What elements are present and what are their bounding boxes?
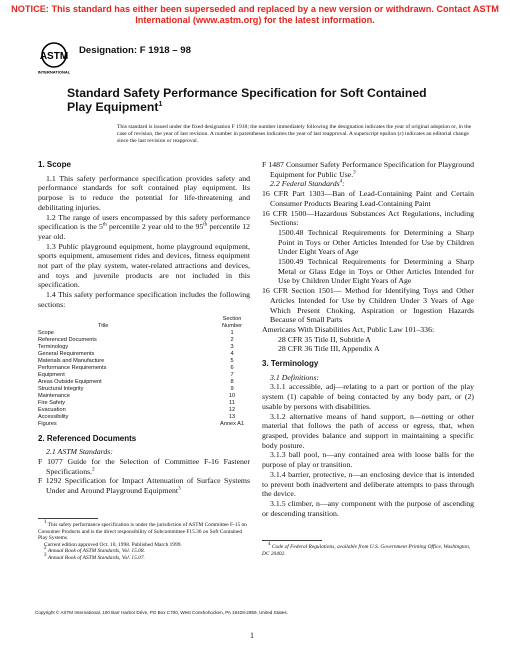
logo-caption: INTERNATIONAL: [37, 69, 71, 75]
section-title-cell: Structural Integrity: [38, 385, 84, 392]
table-row: [38, 386, 250, 393]
table-row: [38, 330, 250, 337]
footnote: $^4$ Code of Federal Regulations, available from U.S. Government Printing Office, Washington, DC 20402.: [262, 542, 471, 557]
section-title-cell: Materials and Manufacture: [38, 357, 105, 364]
reference-item: F 1487 Consumer Safety Performance Specification for Playground Equipment for Public Use.$^3$: [262, 160, 474, 179]
svg-text:ASTM: ASTM: [39, 51, 69, 62]
sections-table: [38, 316, 250, 428]
reference-item: 1500.48 Technical Requirements for Determining a Sharp Point in Toys or Other Articles Intended for Use by Children Under Eight Years of Age: [278, 227, 474, 257]
document-title: Standard Safety Performance Specification for Soft Contained Play Equipment$^1$: [67, 86, 427, 114]
footnote: $^1$ This safety performance specification is under the jurisdiction of ASTM Committee F-15 on Consumer Products and is the direct responsibility of Subcommittee F15.36 on Soft Contained Play Systems.: [38, 520, 247, 542]
section-title-cell: Referenced Documents: [38, 336, 97, 343]
section-heading: 1. Scope: [38, 160, 71, 169]
section-number-cell: 5: [230, 357, 234, 364]
definition: 3.1.5 climber, n—any component with the purpose of ascending or descending transition.: [262, 498, 474, 518]
table-row: [38, 337, 250, 344]
footnote: Current edition approved Oct. 10, 1998. Published March 1999.: [44, 541, 182, 548]
left-column: [38, 160, 250, 496]
table-header: Title Section Number: [98, 315, 242, 329]
section-number-cell: 11: [229, 399, 235, 406]
section-title-cell: Areas Outside Equipment: [38, 378, 102, 385]
withdrawn-notice: NOTICE: This standard has either been superseded and replaced by a new version or withdrawn. Contact ASTM International (www.astm.org) for the latest information.: [11, 4, 499, 25]
section-title-cell: Figures: [38, 420, 57, 427]
table-row: [38, 421, 250, 428]
table-row: [38, 344, 250, 351]
right-column: [262, 160, 474, 518]
footnotes-left: [38, 522, 250, 562]
footnote: $^3$ Annual Book of ASTM Standards, Vol. 15.07.: [44, 553, 145, 561]
reference-item: F 1292 Specification for Impact Attenuation of Surface Systems Under and Around Playground Equipment$^3$: [38, 476, 250, 496]
definition: 3.1.3 ball pool, n—any contained area with loose balls for the purpose of play or transition.: [262, 450, 474, 470]
reference-item: 1500.49 Technical Requirements for Determining a Sharp Metal or Glass Edge in Toys or Other Articles Intended for Use by Children Under Eight Years of Age: [278, 257, 474, 286]
table-row: [38, 407, 250, 414]
section-number-cell: 2: [230, 336, 234, 343]
table-row: [38, 400, 250, 407]
section-number-cell: 12: [228, 406, 236, 413]
table-row: [38, 358, 250, 365]
paragraph: 2.1 ASTM Standards:: [46, 447, 113, 457]
section-title-cell: Fire Safety: [38, 399, 66, 406]
astm-logo: [36, 40, 72, 76]
table-row: [38, 379, 250, 386]
definition: 3.1.4 barrier, protective, n—an enclosing device that is intended to prevent both inadvertent and deliberate attempts to pass through the device.: [262, 469, 474, 499]
footnote-rule: [38, 518, 98, 519]
table-row: [38, 351, 250, 358]
reference-item: 16 CFR Part 1303—Ban of Lead-Containing Paint and Certain Consumer Products Bearing Lead-Containing Paint: [262, 189, 474, 208]
reference-item: 16 CFR Section 1501— Method for Identifying Toys and Other Articles Intended for Use by Children Under 3 Years of Age Which Present Choking, Aspiration or Ingestion Hazards Because of Small Parts: [262, 286, 474, 325]
reference-item: 28 CFR 35 Title II, Subtitle A: [278, 334, 371, 344]
reference-item: 28 CFR 36 Title III, Appendix A: [278, 344, 380, 354]
reference-item: 16 CFR 1500—Hazardous Substances Act Regulations, including Sections:: [262, 208, 474, 228]
section-title-cell: Terminology: [38, 343, 69, 350]
section-number-cell: 1: [230, 329, 234, 336]
section-title-cell: Evacuation: [38, 406, 66, 413]
paragraph: 1.3 Public playground equipment, home playground equipment, sports equipment, amusement rides and devices, fitness equipment not part of the play system, water-related attractions and devices, and toys and juvenile products are not included in this specification.: [38, 241, 250, 290]
section-heading: 3. Terminology: [262, 359, 319, 369]
definition: 3.1.1 accessible, adj—relating to a part or portion of the play system (1) capable of being contacted by any body part, or (2) usable by persons with disabilities.: [262, 382, 474, 411]
section-number-cell: 7: [230, 371, 234, 378]
designation: Designation: F 1918 – 98: [79, 45, 191, 56]
section-number-cell: 3: [230, 343, 234, 350]
reference-item: Americans With Disabilities Act, Public Law 101–336:: [262, 324, 435, 334]
table-row: [38, 393, 250, 400]
table-row: [38, 414, 250, 421]
section-title-cell: Accessibility: [38, 413, 69, 420]
section-number-cell: 6: [230, 364, 234, 371]
section-title-cell: Performance Requirements: [38, 364, 107, 371]
paragraph: 1.2 The range of users encompassed by this safety performance specification is the 5th percentile 2 year old to the 95th percentile 12 year old.: [38, 212, 251, 241]
intro-note: This standard is issued under the fixed designation F 1918; the number immediately following the designation indicates the year of original adoption or, in the case of revision, the year of last revision. A number in parentheses indicates the year of last reapproval. A superscript epsilon (ε) indicates an editorial change since the last revision or reapproval.: [117, 124, 472, 145]
section-title-cell: Maintenance: [38, 392, 71, 399]
reference-item: F 1077 Guide for the Selection of Committee F-16 Fastener Specifications.$^2$: [38, 456, 250, 476]
section-title-cell: Scope: [38, 329, 54, 336]
section-title-cell: Equipment: [38, 371, 65, 378]
section-number-cell: 9: [230, 385, 234, 392]
section-number-cell: 8: [230, 378, 234, 385]
table-row: [38, 372, 250, 379]
paragraph: 2.2 Federal Standards$^4$:: [270, 179, 345, 189]
footnote-right: [262, 544, 474, 557]
copyright-footer: Copyright © ASTM International, 100 Barr Harbor Drive, PO Box C700, West Conshohocken, PA 19428-2959, United States.: [35, 610, 288, 615]
section-heading: 2. Referenced Documents: [38, 433, 137, 443]
paragraph: 1.4 This safety performance specification includes the following sections:: [38, 290, 250, 309]
footnote: $^2$ Annual Book of ASTM Standards, Vol. 15.08.: [44, 546, 145, 555]
page-number: 1: [250, 631, 254, 640]
section-number-cell: 4: [230, 350, 234, 357]
paragraph: 3.1 Definitions:: [270, 372, 319, 382]
section-number-cell: 13: [228, 413, 236, 420]
footnote-rule: [262, 540, 322, 541]
section-number-cell: Annex A1: [220, 420, 244, 427]
paragraph: 1.1 This safety performance specification provides safety and performance standards for soft contained play equipment. Its purpose is to reduce the potential for life-threatening and debilitating injuries.: [38, 173, 250, 212]
table-row: [38, 365, 250, 372]
section-number-cell: 10: [228, 392, 236, 399]
definition: 3.1.2 alternative means of hand support, n—netting or other material that follows the path of access or egress, that, when grasped, provides balance and support in maintaining a specific body posture.: [262, 411, 474, 450]
section-title-cell: General Requirements: [38, 350, 95, 357]
